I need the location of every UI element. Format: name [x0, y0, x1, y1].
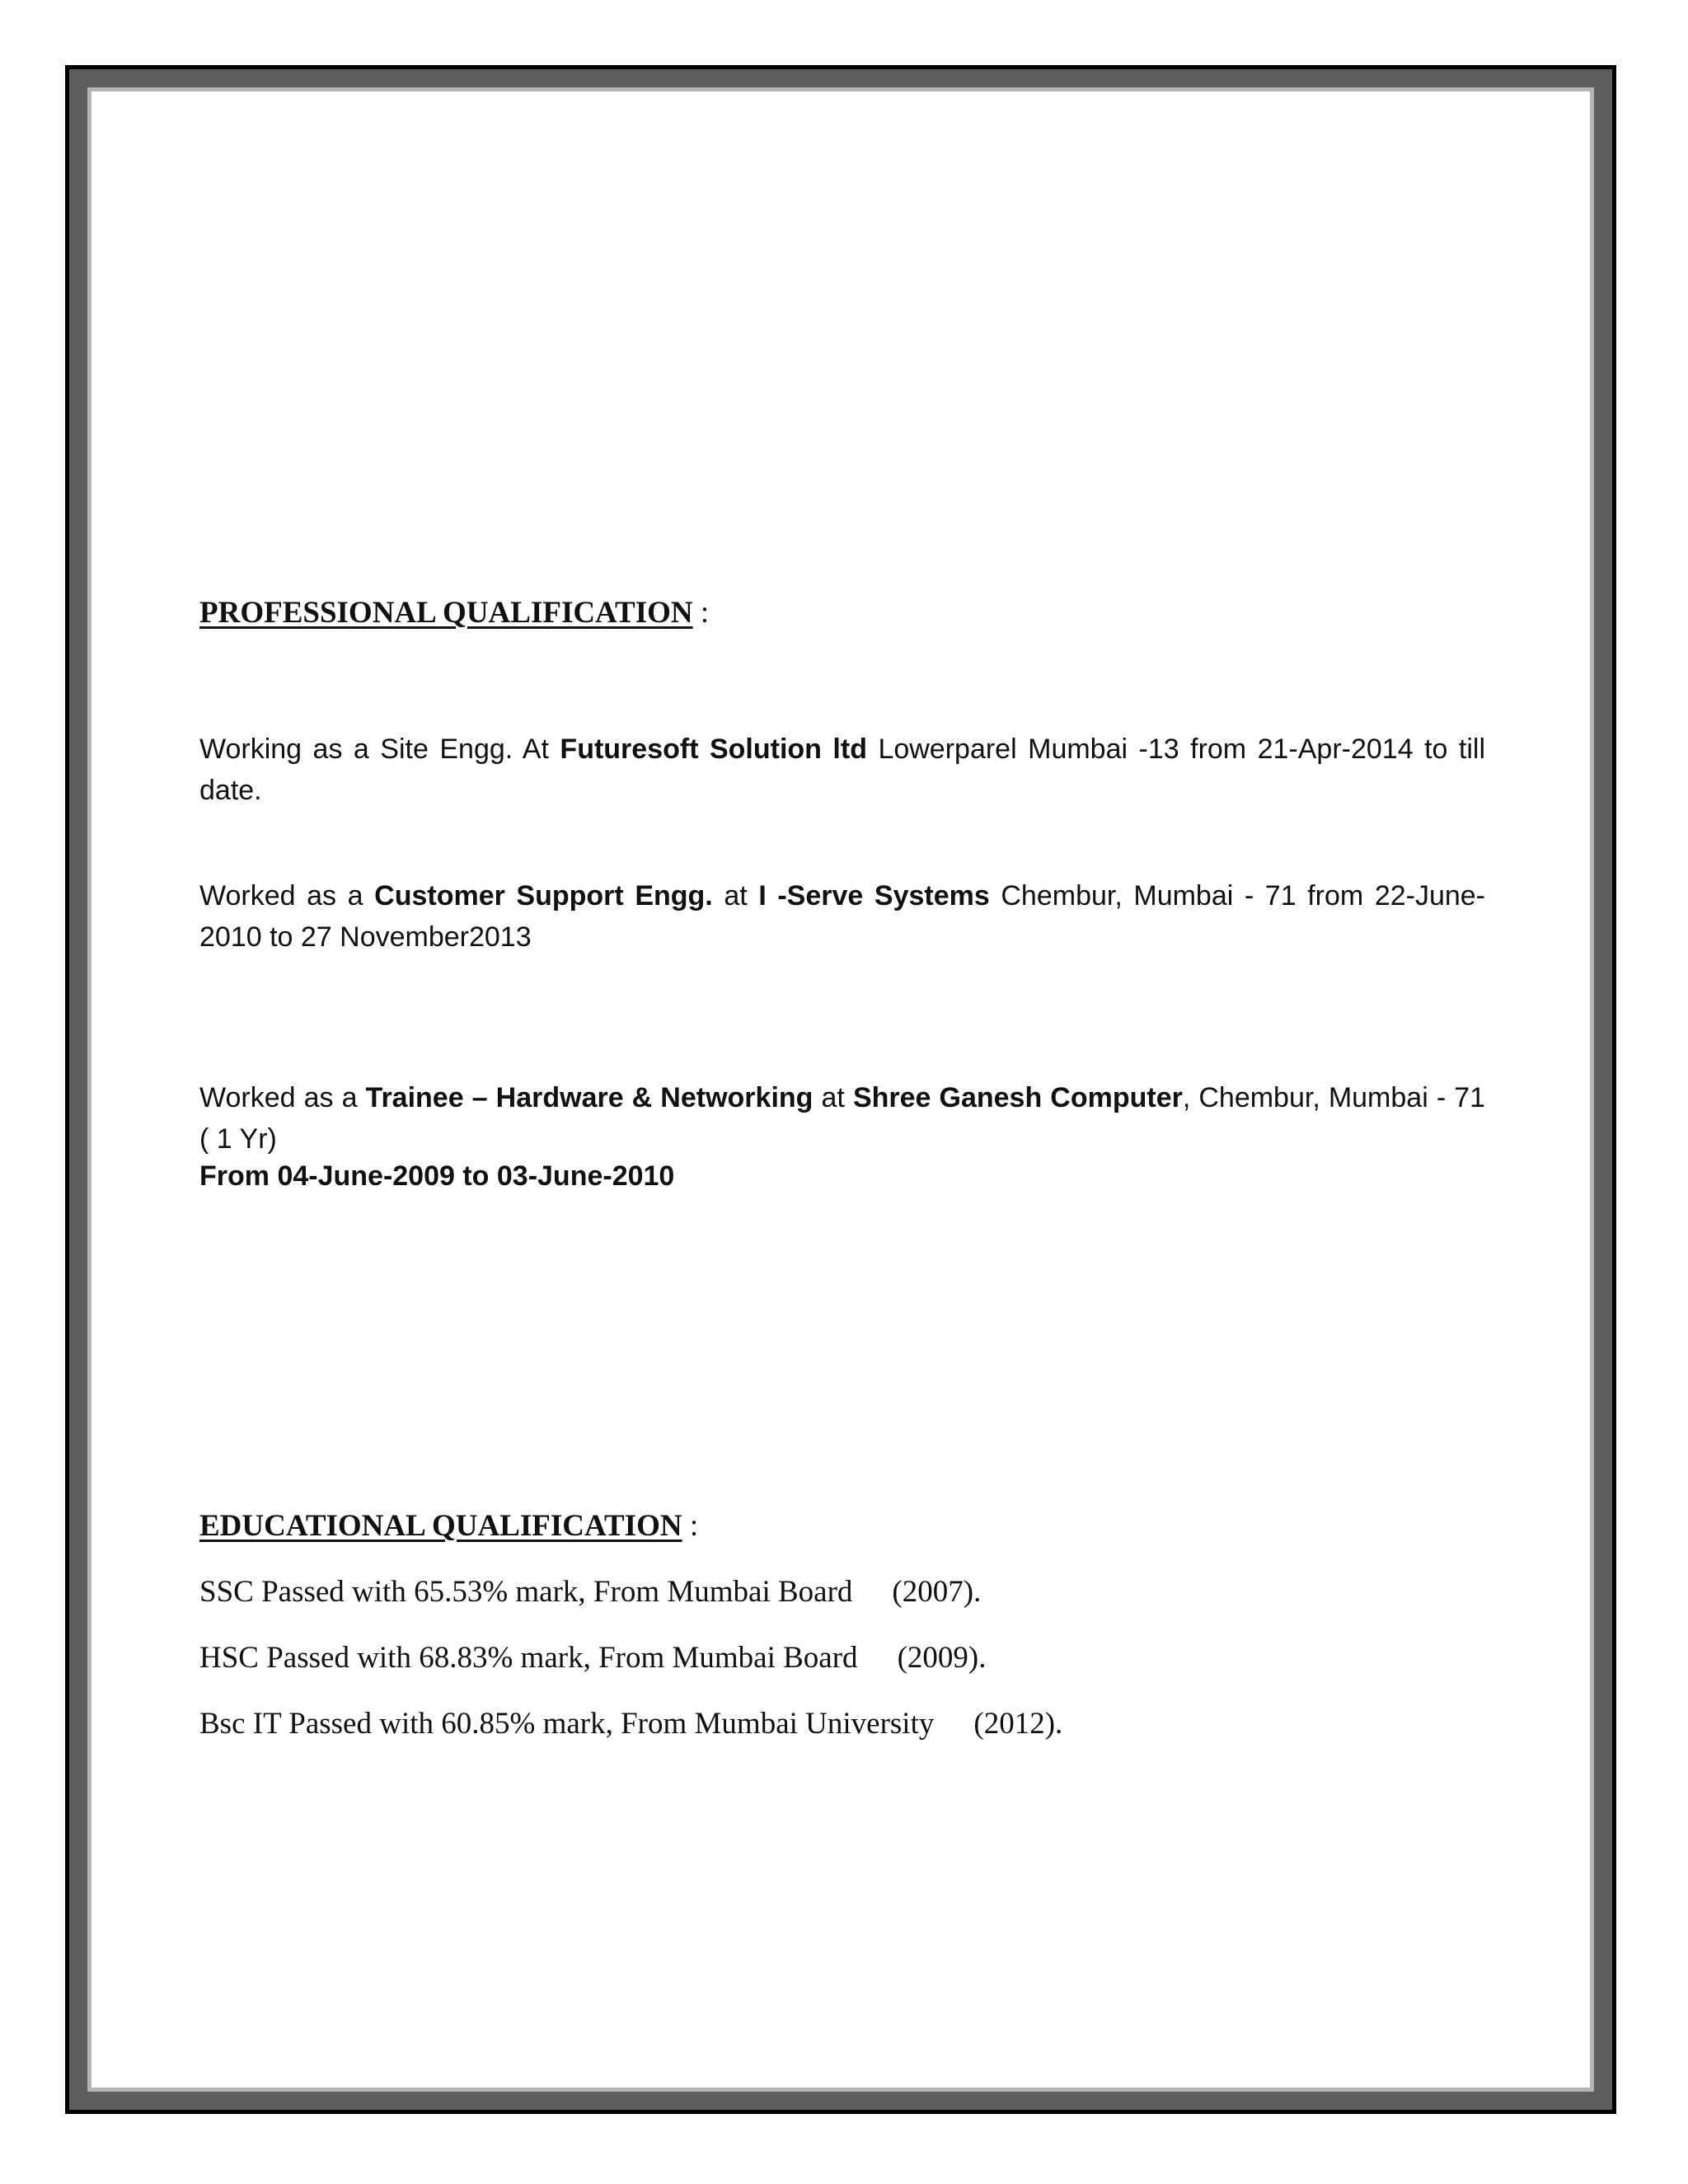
education-item-text: HSC Passed with 68.83% mark, From Mumbai Board [199, 1641, 858, 1675]
job3-period: From 04-June-2009 to 03-June-2010 [199, 1160, 675, 1192]
job-entry-futuresoft [199, 729, 1485, 811]
job3-text-1: Worked as a [199, 1082, 366, 1113]
job1-company: Futuresoft Solution ltd [560, 733, 867, 765]
education-item-year: (2007). [892, 1575, 982, 1609]
professional-qualification-heading [199, 595, 709, 630]
job3-company: Shree Ganesh Computer [852, 1082, 1183, 1113]
education-item-hsc [199, 1640, 986, 1675]
education-item-year: (2009). [897, 1641, 987, 1675]
job2-company: I -Serve Systems [758, 880, 990, 912]
professional-heading-colon: : [700, 596, 710, 630]
job-entry-shree-ganesh [199, 1077, 1485, 1160]
job2-role: Customer Support Engg. [374, 880, 713, 912]
job1-text-1: Working as a Site Engg. At [199, 733, 560, 765]
professional-heading-title: PROFESSIONAL QUALIFICATION [199, 596, 693, 630]
job2-text-1: Worked as a [199, 880, 375, 912]
job3-text-2: at [813, 1082, 853, 1113]
education-item-bsc-it [199, 1706, 1062, 1741]
job1-text-2: Lowerparel Mumbai -13 from 21-Apr-2014 to till date. [199, 733, 1486, 806]
job2-text-2: at [712, 880, 759, 912]
educational-heading-title: EDUCATIONAL QUALIFICATION [199, 1509, 682, 1543]
education-item-text: Bsc IT Passed with 60.85% mark, From Mumbai University [199, 1707, 935, 1741]
education-item-ssc [199, 1574, 981, 1610]
educational-qualification-heading [199, 1508, 698, 1544]
job3-role: Trainee – Hardware & Networking [365, 1082, 814, 1113]
education-item-text: SSC Passed with 65.53% mark, From Mumbai Board [199, 1575, 853, 1609]
job3-text-3: , Chembur, Mumbai - 71 ( 1 Yr) [199, 1082, 1486, 1155]
educational-heading-colon: : [689, 1509, 699, 1543]
job2-text-3: Chembur, Mumbai - 71 from 22-June-2010 to 27 November2013 [199, 880, 1486, 953]
job-entry-iserve [199, 875, 1485, 958]
education-item-year: (2012). [973, 1707, 1063, 1741]
